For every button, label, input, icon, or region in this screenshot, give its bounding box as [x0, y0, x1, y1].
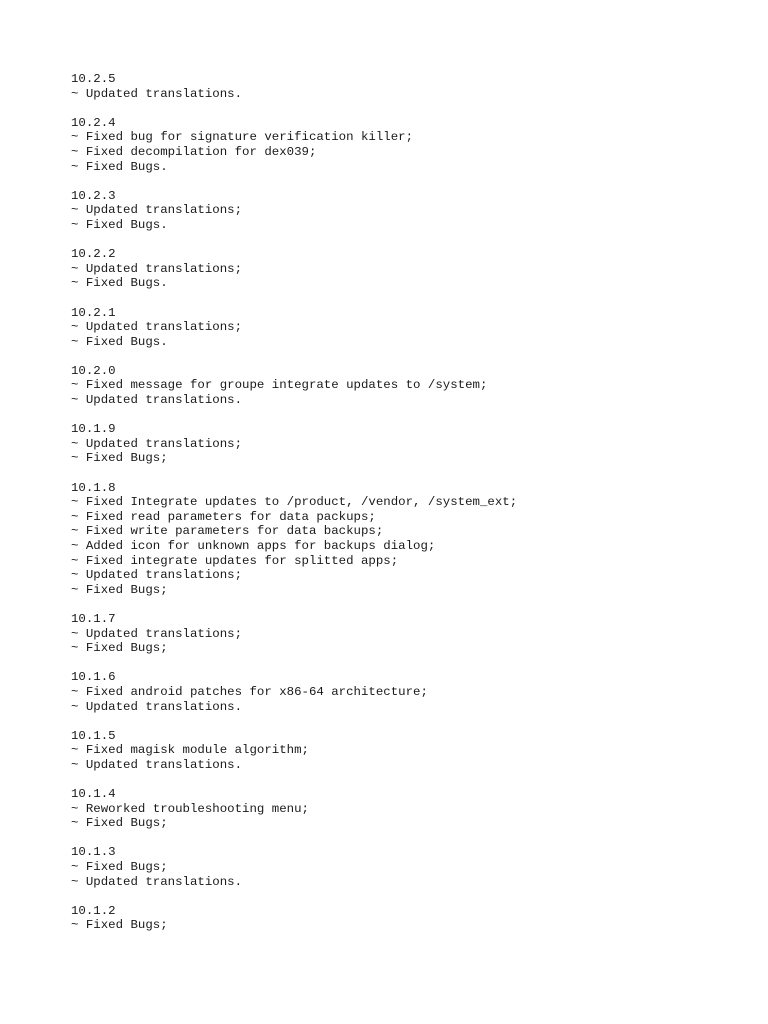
changelog-item: ~ Fixed read parameters for data packups; [71, 509, 376, 524]
changelog-item: ~ Fixed bug for signature verification killer; [71, 130, 414, 145]
changelog-item: ~ Updated translations; [71, 436, 243, 451]
changelog-item: ~ Updated translations; [71, 320, 243, 335]
changelog-entry [71, 364, 751, 408]
changelog-item: ~ Fixed message for groupe integrate updates to /system; [71, 378, 488, 393]
version-heading: 10.1.3 [71, 845, 116, 860]
changelog-entry [71, 422, 751, 466]
version-heading: 10.2.1 [71, 305, 116, 320]
changelog-entry [71, 189, 751, 233]
changelog-item: ~ Fixed Bugs; [71, 451, 168, 466]
changelog-entry [71, 247, 751, 291]
version-heading: 10.2.4 [71, 115, 116, 130]
changelog-item: ~ Fixed Bugs; [71, 641, 168, 656]
version-heading: 10.2.0 [71, 363, 116, 378]
changelog-item: ~ Fixed android patches for x86-64 architecture; [71, 684, 428, 699]
changelog-item: ~ Fixed Bugs. [71, 217, 168, 232]
version-heading: 10.1.9 [71, 422, 116, 437]
changelog-document [71, 72, 751, 948]
changelog-entry [71, 904, 751, 933]
changelog-item: ~ Fixed Bugs; [71, 816, 168, 831]
changelog-item: ~ Added icon for unknown apps for backups dialog; [71, 539, 436, 553]
version-heading: 10.1.2 [71, 903, 116, 918]
changelog-item: ~ Updated translations. [71, 393, 243, 408]
version-heading: 10.1.7 [71, 611, 116, 626]
changelog-entry [71, 72, 751, 101]
version-heading: 10.2.5 [71, 72, 116, 86]
changelog-item: ~ Fixed Bugs. [71, 334, 168, 349]
changelog-item: ~ Updated translations. [71, 86, 243, 101]
changelog-item: ~ Updated translations; [71, 568, 243, 583]
changelog-item: ~ Fixed integrate updates for splitted apps; [71, 553, 399, 568]
changelog-item: ~ Fixed Bugs; [71, 918, 168, 933]
changelog-item: ~ Updated translations; [71, 203, 243, 218]
changelog-entry [71, 787, 751, 831]
changelog-entry [71, 845, 751, 889]
version-heading: 10.2.2 [71, 247, 116, 262]
changelog-item: ~ Fixed magisk module algorithm; [71, 743, 309, 758]
changelog-item: ~ Updated translations; [71, 626, 243, 641]
version-heading: 10.2.3 [71, 188, 116, 203]
changelog-item: ~ Fixed Bugs; [71, 582, 168, 597]
changelog-entry [71, 306, 751, 350]
changelog-item: ~ Fixed write parameters for data backups; [71, 524, 384, 539]
changelog-item: ~ Reworked troubleshooting menu; [71, 801, 309, 816]
changelog-entry [71, 116, 751, 174]
changelog-item: ~ Updated translations. [71, 699, 243, 714]
changelog-item: ~ Updated translations; [71, 261, 243, 276]
version-heading: 10.1.8 [71, 480, 116, 495]
changelog-entry [71, 729, 751, 773]
version-heading: 10.1.6 [71, 670, 116, 685]
changelog-entry [71, 670, 751, 714]
version-heading: 10.1.4 [71, 787, 116, 802]
changelog-entry [71, 481, 751, 598]
changelog-item: ~ Fixed Bugs; [71, 860, 168, 875]
changelog-item: ~ Updated translations. [71, 757, 243, 772]
changelog-entry [71, 612, 751, 656]
changelog-item: ~ Updated translations. [71, 874, 243, 889]
changelog-item: ~ Fixed decompilation for dex039; [71, 144, 317, 159]
changelog-item: ~ Fixed Bugs. [71, 159, 168, 174]
version-heading: 10.1.5 [71, 728, 116, 743]
changelog-item: ~ Fixed Bugs. [71, 276, 168, 291]
changelog-item: ~ Fixed Integrate updates to /product, /vendor, /system_ext; [71, 495, 518, 510]
